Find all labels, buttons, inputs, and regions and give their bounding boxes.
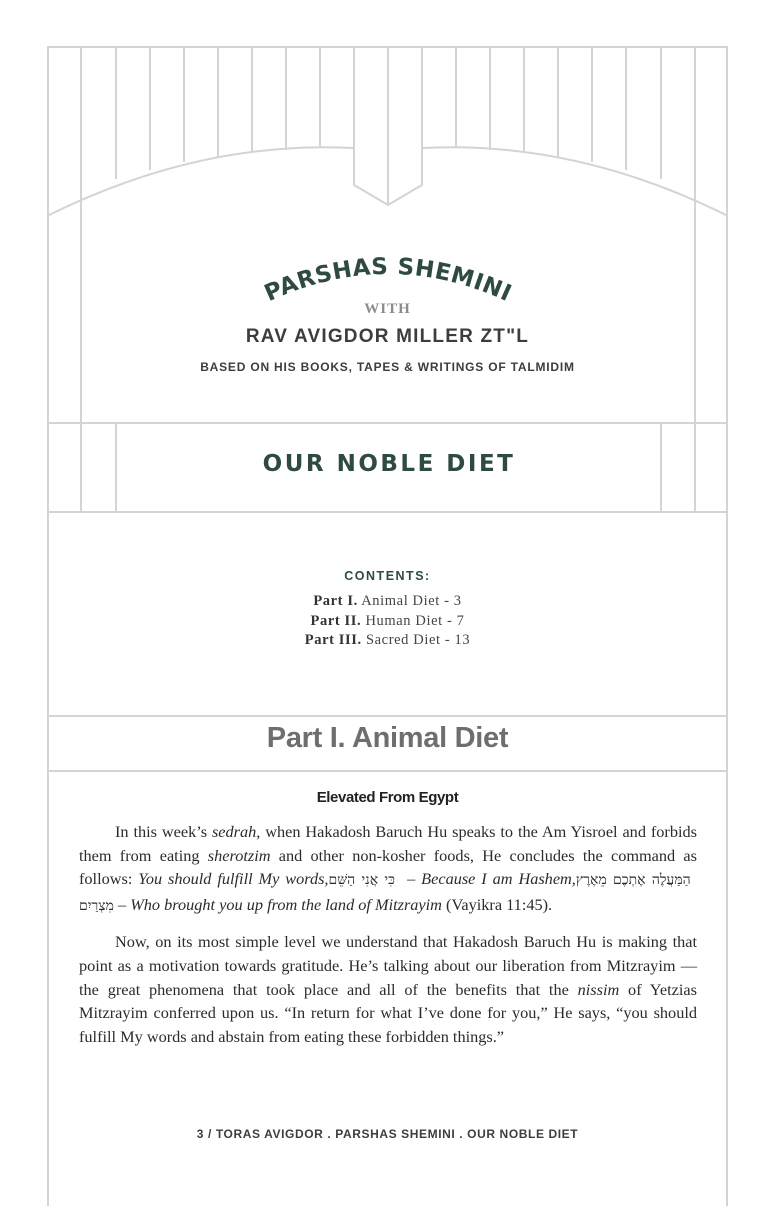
toc-item[interactable] bbox=[47, 631, 728, 651]
based-on-line: BASED ON HIS BOOKS, TAPES & WRITINGS OF TALMIDIM bbox=[200, 360, 575, 374]
text-run: , when Hakadosh Baruch Hu speaks to the Am Yisroel and forbids them from eating bbox=[79, 822, 697, 865]
italic-quote: – Who brought you up from the land of Mitzrayim bbox=[113, 894, 442, 914]
toc-item[interactable] bbox=[47, 612, 728, 632]
text-run: and other non-kosher foods, He concludes the command as follows: bbox=[79, 845, 697, 889]
paragraph bbox=[79, 820, 697, 918]
contents-label: CONTENTS: bbox=[344, 569, 431, 583]
article-title: OUR NOBLE DIET bbox=[262, 451, 516, 477]
with-label-wrap bbox=[47, 300, 728, 318]
text-run: Now, on its most simple level we understand that Hakadosh Baruch Hu is making that point as a motivation towards gratitude. He’s talking about our liberation from Mitzrayim — the great phenomena that took place and all of the benefits that the bbox=[79, 932, 697, 999]
toc-title: Animal Diet - 3 bbox=[361, 593, 462, 609]
italic-term: nissim bbox=[577, 979, 620, 999]
paragraph bbox=[79, 930, 697, 1048]
hebrew-quote: כִּי אֲנִי הַשֵּׁם bbox=[328, 872, 402, 889]
body-text bbox=[79, 820, 697, 1060]
toc-part: Part II. bbox=[310, 612, 362, 629]
italic-term: sedrah bbox=[211, 822, 257, 841]
section-heading: Part I. Animal Diet bbox=[266, 722, 509, 754]
rav-name: RAV AVIGDOR MILLER ZT"L bbox=[245, 326, 530, 347]
hebrew-quote: הַמַּעֲלֶה אֶתְכֶם מֵאֶרֶץ מִצְרַיִם bbox=[79, 872, 697, 914]
svg-text:PARSHAS SHEMINI: PARSHAS SHEMINI bbox=[260, 253, 516, 308]
page-footer: 3 / TORAS AVIGDOR . PARSHAS SHEMINI . OUR NOBLE DIET bbox=[196, 1127, 579, 1141]
toc-item[interactable] bbox=[47, 592, 728, 612]
table-of-contents bbox=[47, 592, 728, 651]
with-label: WITH bbox=[364, 301, 411, 317]
italic-term: sherotzim bbox=[207, 845, 271, 865]
italic-quote: You should fulfill My words, bbox=[138, 869, 329, 889]
text-run: of Yetzias Mitzrayim conferred upon us. “In return for what I’ve done for you,” He says, “you should fulfill My words and abstain from eating these forbidden things.” bbox=[79, 979, 697, 1046]
source-citation: (Vayikra 11:45). bbox=[441, 894, 553, 914]
text-run: In this week’s bbox=[115, 822, 212, 841]
toc-part: Part I. bbox=[313, 593, 358, 609]
toc-title: Human Diet - 7 bbox=[365, 612, 465, 629]
toc-title: Sacred Diet - 13 bbox=[365, 632, 471, 648]
toc-part: Part III. bbox=[304, 632, 362, 648]
section-subheading: Elevated From Egypt bbox=[316, 789, 459, 806]
italic-quote: – Because I am Hashem, bbox=[401, 869, 576, 889]
